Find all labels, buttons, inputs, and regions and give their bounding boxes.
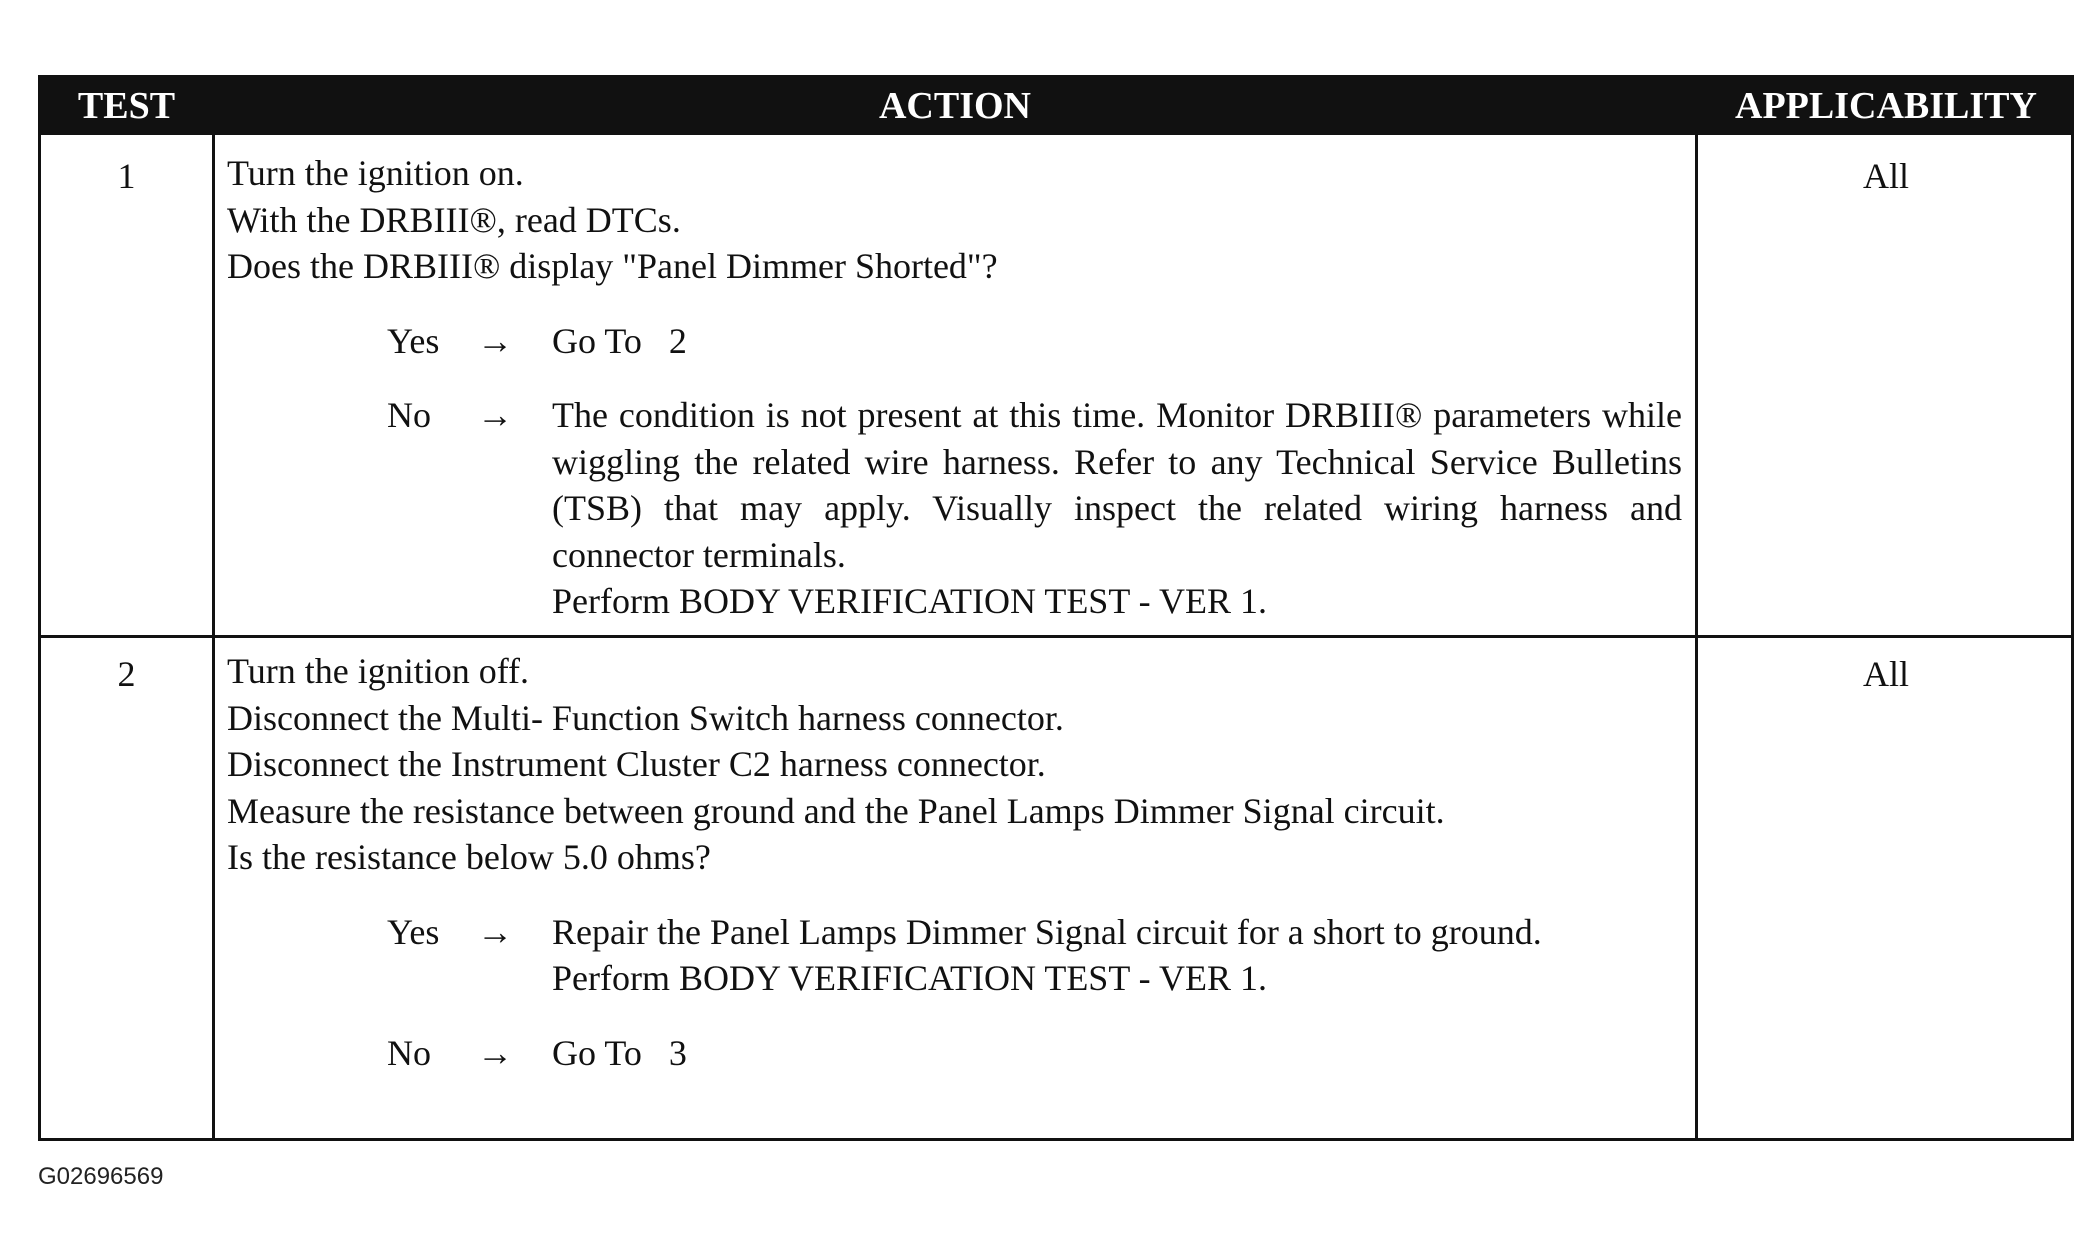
action-step: With the DRBIII®, read DTCs.	[227, 199, 681, 240]
figure-code: G02696569	[38, 1163, 164, 1190]
outcome-no	[227, 392, 1682, 625]
header-test: TEST	[77, 85, 176, 127]
outcome-label: Yes	[387, 911, 440, 952]
outcome-label: No	[387, 1032, 431, 1073]
table-row	[41, 638, 2071, 1141]
action-step: Turn the ignition on.	[227, 153, 524, 193]
action-steps	[227, 150, 1682, 290]
applicability-value: All	[1862, 654, 1909, 694]
action-step: Disconnect the Multi- Function Switch harness connector.	[227, 697, 1064, 738]
outcome-no	[227, 1030, 1682, 1077]
applicability-value: All	[1862, 156, 1909, 196]
arrow-icon: →	[477, 395, 513, 435]
table-header	[41, 78, 2071, 135]
action-step: Measure the resistance between ground and the Panel Lamps Dimmer Signal circuit.	[227, 790, 1445, 831]
outcome-label: Yes	[387, 320, 440, 361]
action-step: Does the DRBIII® display "Panel Dimmer Shorted"?	[227, 246, 998, 286]
outcome-yes	[227, 909, 1682, 1002]
test-number: 1	[117, 156, 136, 196]
arrow-icon: →	[477, 911, 513, 952]
outcome-result-followup: Perform BODY VERIFICATION TEST - VER 1.	[552, 958, 1268, 998]
arrow-icon: →	[477, 1032, 513, 1073]
action-cell	[227, 648, 1682, 1076]
table-row	[41, 135, 2071, 635]
outcome-result-followup: Perform BODY VERIFICATION TEST - VER 1.	[552, 581, 1268, 621]
action-step: Disconnect the Instrument Cluster C2 harness connector.	[227, 744, 1046, 784]
action-steps	[227, 648, 1682, 881]
outcome-result: Go To 3	[552, 1032, 687, 1073]
action-step: Is the resistance below 5.0 ohms?	[227, 837, 711, 877]
outcome-result: Repair the Panel Lamps Dimmer Signal circuit for a short to ground.	[552, 911, 1542, 952]
header-applicability: APPLICABILITY	[1735, 85, 2037, 127]
outcome-result: The condition is not present at this time. Monitor DRBIII® parameters while wiggling the related wire harness. Refer to any Technical Service Bulletins (TSB) that may apply. Visually inspect the related wiring harness and connector terminals.	[552, 395, 1682, 575]
outcome-yes	[227, 318, 1682, 365]
arrow-icon: →	[477, 320, 513, 361]
action-cell	[227, 150, 1682, 625]
diagnostic-test-table	[38, 75, 2074, 1141]
action-step: Turn the ignition off.	[227, 651, 530, 691]
outcome-label: No	[387, 395, 431, 435]
test-number: 2	[117, 654, 136, 694]
outcome-result: Go To 2	[552, 320, 687, 361]
header-action: ACTION	[878, 85, 1032, 127]
